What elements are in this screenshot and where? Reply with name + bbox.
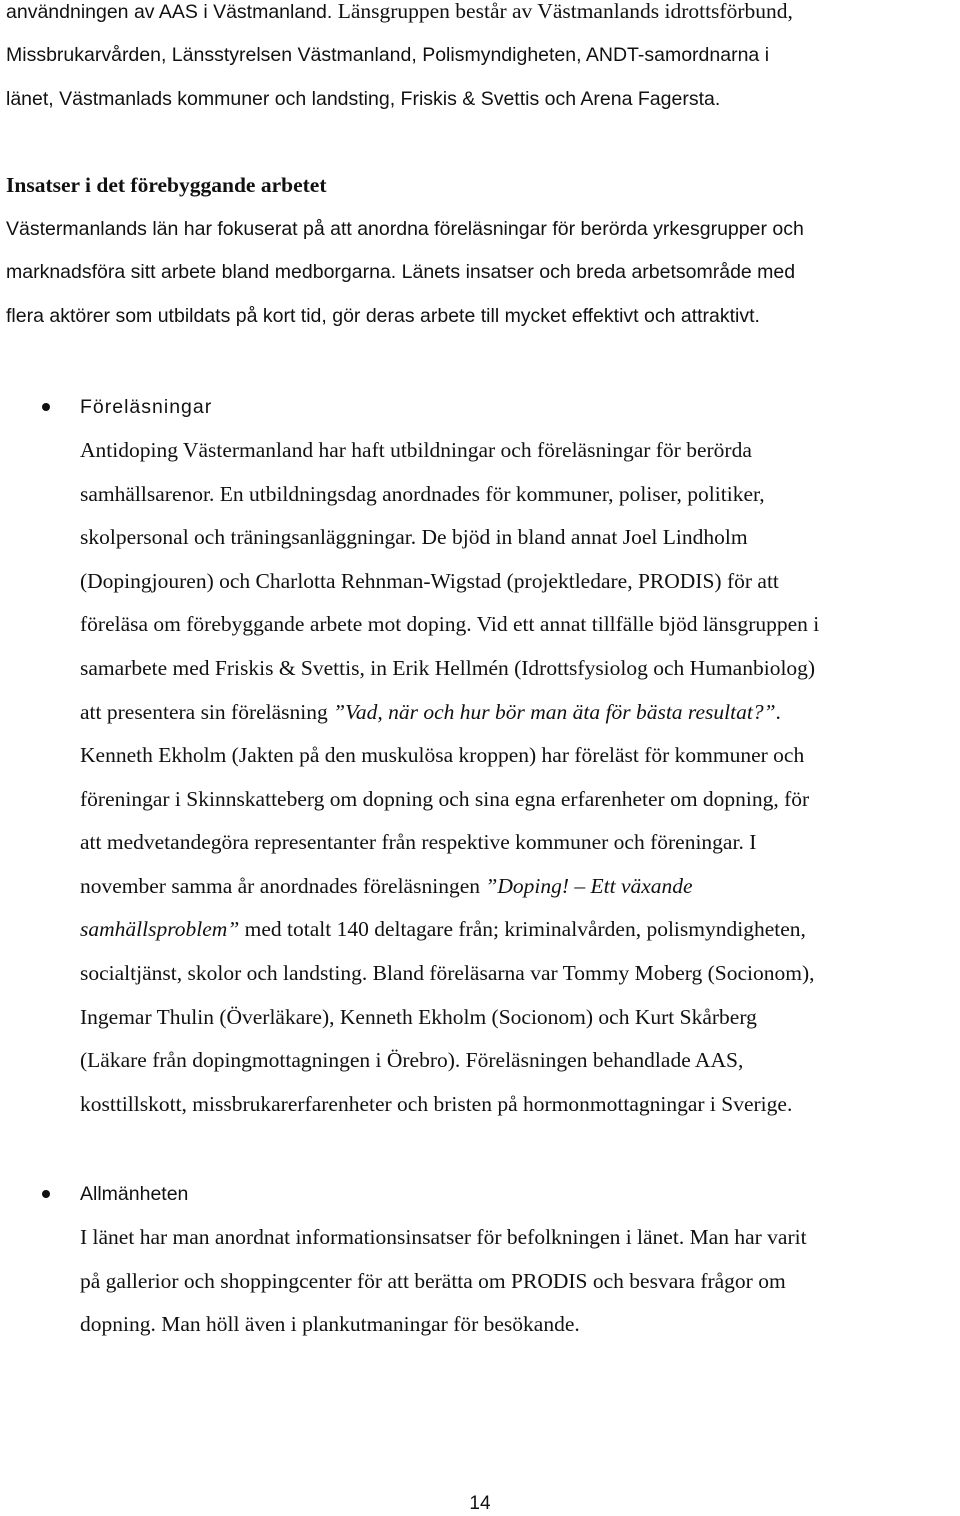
intro-sans-fragment: användningen av AAS i Västmanland.: [6, 1, 333, 23]
bullet-1-line: [80, 873, 693, 899]
bullet-1-line: [80, 699, 781, 725]
bullet-1-line: [80, 916, 806, 942]
bullet-1-line: (Dopingjouren) och Charlotta Rehnman-Wigstad (projektledare, PRODIS) för att: [80, 569, 779, 593]
text-fragment: november samma år anordnades föreläsningen: [80, 874, 486, 898]
bullet-2-line: på gallerior och shoppingcenter för att berätta om PRODIS och besvara frågor om: [80, 1269, 786, 1293]
lecture-title-italic: ”Vad, när och hur bör man äta för bästa resultat?”: [333, 700, 776, 724]
section-heading: Insatser i det förebyggande arbetet: [6, 173, 327, 197]
text-fragment: att presentera sin föreläsning: [80, 700, 334, 724]
intro-line-1: [6, 0, 793, 25]
bullet-1-line: socialtjänst, skolor och landsting. Bland föreläsarna var Tommy Moberg (Socionom),: [80, 961, 815, 985]
bullet-1-line: Antidoping Västermanland har haft utbildningar och föreläsningar för berörda: [80, 438, 752, 462]
bullet-2-line: dopning. Man höll även i plankutmaningar för besökande.: [80, 1312, 580, 1336]
text-fragment: med totalt 140 deltagare från; kriminalvården, polismyndigheten,: [239, 917, 806, 941]
intro-line-2: Missbrukarvården, Länsstyrelsen Västmanland, Polismyndigheten, ANDT-samordnarna i: [6, 44, 770, 66]
intro-serif-fragment: Länsgruppen består av Västmanlands idrottsförbund,: [332, 0, 793, 23]
bullet-1-line: (Läkare från dopingmottagningen i Örebro). Föreläsningen behandlade AAS,: [80, 1048, 744, 1072]
section-line-3: flera aktörer som utbildats på kort tid, gör deras arbete till mycket effektivt och attraktivt.: [6, 305, 760, 327]
bullet-2-title: Allmänheten: [80, 1183, 189, 1205]
bullet-1-line: kosttillskott, missbrukarerfarenheter och bristen på hormonmottagningar i Sverige.: [80, 1092, 793, 1116]
bullet-1-line: föreningar i Skinnskatteberg om dopning och sina egna erfarenheter om dopning, för: [80, 787, 810, 811]
page-number: 14: [469, 1493, 491, 1514]
bullet-1-line: föreläsa om förebyggande arbete mot doping. Vid ett annat tillfälle bjöd länsgruppen i: [80, 612, 820, 636]
bullet-1-line: Kenneth Ekholm (Jakten på den muskulösa kroppen) har föreläst för kommuner och: [80, 743, 805, 767]
lecture-title-italic: ”Doping! – Ett växande: [485, 874, 693, 898]
section-line-1: Västermanlands län har fokuserat på att anordna föreläsningar för berörda yrkesgrupper och: [6, 218, 804, 240]
bullet-marker: [42, 403, 50, 411]
bullet-1-line: skolpersonal och träningsanläggningar. De bjöd in bland annat Joel Lindholm: [80, 525, 748, 549]
bullet-1-line: att medvetandegöra representanter från respektive kommuner och föreningar. I: [80, 830, 757, 854]
text-fragment: .: [775, 700, 781, 724]
section-line-2: marknadsföra sitt arbete bland medborgarna. Länets insatser och breda arbetsområde med: [6, 261, 796, 283]
bullet-1-line: samarbete med Friskis & Svettis, in Erik Hellmén (Idrottsfysiolog och Humanbiolog): [80, 656, 816, 680]
lecture-title-italic: samhällsproblem”: [80, 917, 240, 941]
bullet-2-line: I länet har man anordnat informationsinsatser för befolkningen i länet. Man har varit: [80, 1225, 807, 1249]
bullet-1-line: Ingemar Thulin (Överläkare), Kenneth Ekholm (Socionom) och Kurt Skårberg: [80, 1005, 757, 1029]
bullet-1-title: Föreläsningar: [80, 396, 213, 418]
intro-line-3: länet, Västmanlads kommuner och landsting, Friskis & Svettis och Arena Fagersta.: [6, 88, 721, 110]
bullet-1-line: samhällsarenor. En utbildningsdag anordnades för kommuner, poliser, politiker,: [80, 482, 765, 506]
bullet-marker: [42, 1190, 50, 1198]
